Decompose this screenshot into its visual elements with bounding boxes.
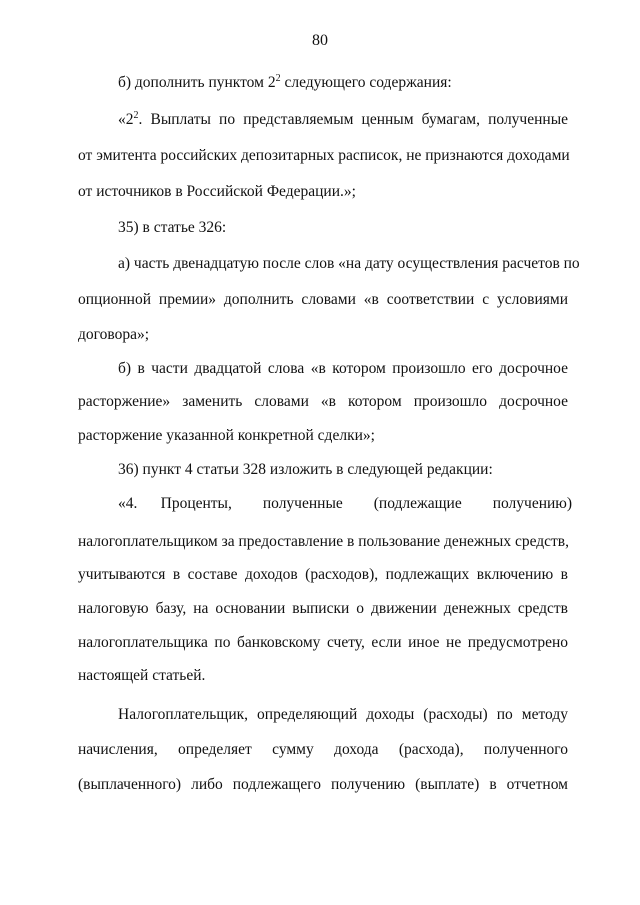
text-line: расторжение указанной конкретной сделки»;	[78, 427, 375, 444]
text-line: настоящей статьей.	[78, 667, 206, 684]
text-line: расторжение» заменить словами «в котором произошло досрочное	[78, 393, 568, 410]
text-segment: следующего содержания:	[280, 74, 452, 91]
text-line	[118, 110, 568, 130]
text-line: договора»;	[78, 326, 150, 343]
text-line: а) часть двенадцатую после слов «на дату осуществления расчетов по	[118, 255, 580, 272]
text-line: налогоплательщика по банковскому счету, если иное не предусмотрено	[78, 634, 568, 651]
text-segment: «2	[118, 111, 134, 128]
text-line: «4. Проценты, полученные (подлежащие получению)	[118, 495, 573, 512]
text-line: начисления, определяет сумму дохода (расхода), полученного	[78, 741, 568, 758]
text-line	[118, 73, 568, 93]
text-segment: . Выплаты по представляемым ценным бумагам, полученные	[138, 111, 568, 128]
text-line: учитываются в составе доходов (расходов), подлежащих включению в	[78, 566, 568, 583]
page-number: 80	[312, 32, 328, 49]
text-line: б) в части двадцатой слова «в котором произошло его досрочное	[118, 360, 568, 377]
text-line: 36) пункт 4 статьи 328 изложить в следующей редакции:	[118, 461, 493, 478]
text-line: от эмитента российских депозитарных расписок, не признаются доходами	[78, 147, 570, 164]
text-line: (выплаченного) либо подлежащего получению (выплате) в отчетном	[78, 776, 568, 793]
superscript: 2	[133, 110, 139, 121]
text-segment: б) дополнить пунктом 2	[118, 74, 276, 91]
text-line: налоговую базу, на основании выписки о движении денежных средств	[78, 600, 568, 617]
text-line: налогоплательщиком за предоставление в пользование денежных средств,	[78, 533, 569, 550]
text-line: 35) в статье 326:	[118, 219, 227, 236]
text-line: от источников в Российской Федерации.»;	[78, 183, 356, 200]
text-line: опционной премии» дополнить словами «в соответствии с условиями	[78, 291, 568, 308]
superscript: 2	[275, 73, 281, 84]
text-line: Налогоплательщик, определяющий доходы (расходы) по методу	[118, 706, 568, 723]
